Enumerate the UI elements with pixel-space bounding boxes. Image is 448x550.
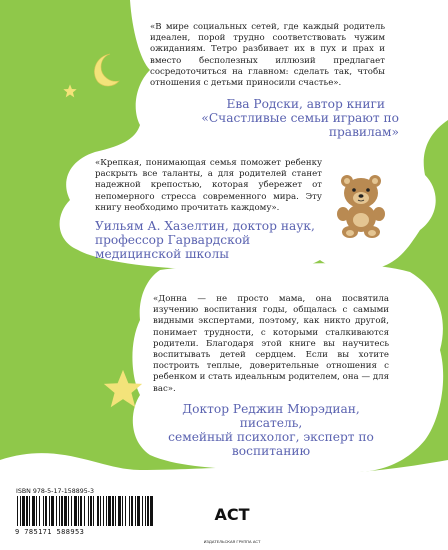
barcode-bar bbox=[90, 496, 92, 526]
barcode-bar bbox=[93, 496, 94, 526]
barcode-bar bbox=[36, 496, 37, 526]
review-author-name: Уильям А. Хазелтин, доктор наук, bbox=[95, 219, 315, 234]
barcode-bar bbox=[71, 496, 72, 526]
barcode-bar bbox=[137, 496, 140, 526]
barcode-bar bbox=[118, 496, 121, 526]
barcode-bar bbox=[51, 496, 54, 526]
review-quote: «Крепкая, понимающая семья поможет ребенку раскрыть все таланты, а для родителей станет надежной крепостью, которая убережет от непомерного стресса современного мира. Эту книгу необходимо прочитать каждому». bbox=[95, 158, 322, 213]
barcode-bar bbox=[39, 496, 40, 526]
barcode-bar bbox=[68, 496, 69, 526]
barcode-bar bbox=[26, 496, 28, 526]
barcode-bar bbox=[150, 496, 153, 526]
review-author-title: «Счастливые семьи играют по правилам» bbox=[201, 111, 399, 140]
barcode-bar bbox=[59, 496, 60, 526]
barcode-bar bbox=[147, 496, 149, 526]
review-author bbox=[95, 219, 322, 261]
barcode-bar bbox=[84, 496, 85, 526]
barcode-bar bbox=[80, 496, 82, 526]
barcode-bar bbox=[32, 496, 35, 526]
review-author-name: Ева Родски, автор книги bbox=[226, 97, 385, 112]
barcode-bar bbox=[56, 496, 57, 526]
barcode-bar bbox=[78, 496, 79, 526]
barcode bbox=[13, 488, 160, 536]
barcode-bar bbox=[142, 496, 143, 526]
barcode-bar bbox=[74, 496, 77, 526]
review-author-title: профессор Гарвардской медицинской школы bbox=[95, 233, 251, 262]
review-block bbox=[95, 158, 322, 261]
barcode-bar bbox=[108, 496, 111, 526]
barcode-bar bbox=[20, 496, 21, 526]
review-author-title: семейный психолог, эксперт по воспитанию bbox=[168, 429, 374, 458]
barcode-bar bbox=[64, 496, 67, 526]
barcode-bar bbox=[122, 496, 123, 526]
barcode-bar bbox=[125, 496, 126, 526]
barcode-number: 9 785171 588953 bbox=[15, 528, 85, 536]
barcode-bar bbox=[17, 496, 18, 526]
review-quote: «В мире социальных сетей, где каждый родитель идеален, порой трудно соответствовать чужим ожиданиям. Тетро разбивает их в пух и прах и вместо бесполезных иллюзий предлагает сосредоточиться на главном: сделать так, чтобы отношения с детьми приносили счастье». bbox=[150, 22, 385, 89]
publisher-caption: ИЗДАТЕЛЬСКАЯ ГРУППА АСТ bbox=[203, 539, 261, 544]
review-block bbox=[150, 22, 399, 140]
publisher-logo bbox=[213, 487, 251, 542]
moon-icon bbox=[82, 50, 122, 90]
barcode-bar bbox=[112, 496, 114, 526]
barcode-bar bbox=[88, 496, 89, 526]
barcode-bar bbox=[45, 496, 47, 526]
star-icon bbox=[62, 83, 78, 99]
barcode-bars bbox=[13, 496, 160, 528]
barcode-bar bbox=[29, 496, 30, 526]
link-vk[interactable]: vk.com/izdatelstvoast bbox=[324, 508, 433, 518]
barcode-bar bbox=[100, 496, 101, 526]
review-quote: «Донна — не просто мама, она посвятила изучению воспитания годы, общалась с самыми видными экспертами, поэтому, как никто другой, понимает трудности, с которыми сталкиваются родители. Благодаря этой книге вы научитесь воспитывать детей сердцем. Если вы хотите построить теплые, доверительные отношения с ребенком и стать идеальным родителем, она — для вас». bbox=[153, 294, 389, 394]
barcode-bar bbox=[106, 496, 107, 526]
barcode-bar bbox=[131, 496, 133, 526]
review-block bbox=[153, 294, 389, 458]
link-ok[interactable]: ok.ru/izdatelstvoast bbox=[333, 523, 433, 533]
barcode-bar bbox=[97, 496, 99, 526]
svg-text:ACT: ACT bbox=[214, 505, 250, 524]
star-icon bbox=[100, 366, 146, 412]
teddy-bear-icon bbox=[333, 172, 389, 238]
barcode-bar bbox=[129, 496, 130, 526]
review-author bbox=[153, 402, 389, 458]
barcode-bar bbox=[61, 496, 63, 526]
isbn-label: ISBN 978-5-17-158895-3 bbox=[16, 488, 95, 495]
barcode-bar bbox=[43, 496, 44, 526]
review-author bbox=[150, 97, 399, 140]
barcode-bar bbox=[22, 496, 25, 526]
review-author-name: Доктор Реджин Мюрэдиан, писатель, bbox=[182, 401, 360, 430]
barcode-bar bbox=[103, 496, 104, 526]
barcode-bar bbox=[145, 496, 146, 526]
link-websites[interactable]: www.ast.ru www.book24.ru bbox=[295, 493, 433, 503]
barcode-bar bbox=[49, 496, 50, 526]
barcode-bar bbox=[135, 496, 136, 526]
publisher-links bbox=[283, 491, 433, 536]
barcode-bar bbox=[115, 496, 116, 526]
